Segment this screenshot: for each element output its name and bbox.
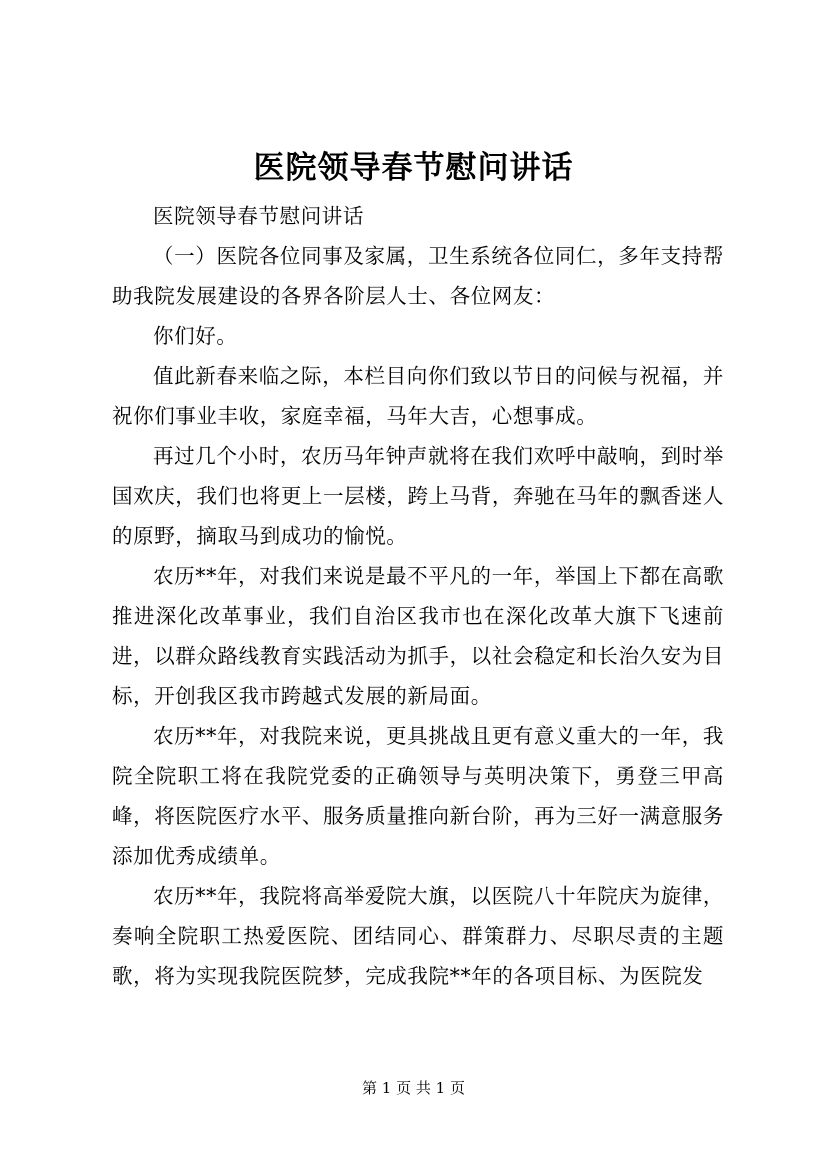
- document-title: 医院领导春节慰问讲话: [253, 150, 574, 186]
- paragraph-review-hospital: 农历**年，对我院来说，更具挑战且更有意义重大的一年，我院全院职工将在我院党委的正确领导与英明决策下，勇登三甲高峰，将医院医疗水平、服务质量推向新台阶，再为三好一满意服务添加优秀成绩单。: [112, 724, 724, 868]
- document-body: [112, 196, 724, 996]
- page-number-footer: 第 1 页 共 1 页: [362, 1079, 465, 1097]
- paragraph-blessing: 值此新春来临之际，本栏目向你们致以节日的问候与祝福，并祝你们事业丰收，家庭幸福，马年大吉，心想事成。: [112, 364, 724, 428]
- paragraph-greeting: 你们好。: [153, 324, 238, 348]
- paragraph-outlook: 农历**年，我院将高举爱院大旗，以医院八十年院庆为旋律，奏响全院职工热爱医院、团结同心、群策群力、尽职尽责的主题歌，将为实现我院医院梦，完成我院**年的各项目标、为医院发: [112, 884, 724, 988]
- paragraph-review-city: 农历**年，对我们来说是最不平凡的一年，举国上下都在高歌推进深化改革事业，我们自治区我市也在深化改革大旗下飞速前进，以群众路线教育实践活动为抓手，以社会稳定和长治久安为目标，开创我区我市跨越式发展的新局面。: [112, 564, 724, 708]
- paragraph-heading: 医院领导春节慰问讲话: [153, 204, 364, 228]
- paragraph-new-year: 再过几个小时，农历马年钟声就将在我们欢呼中敲响，到时举国欢庆，我们也将更上一层楼，跨上马背，奔驰在马年的飘香迷人的原野，摘取马到成功的愉悦。: [112, 444, 724, 548]
- paragraph-salutation: （一）医院各位同事及家属，卫生系统各位同仁，多年支持帮助我院发展建设的各界各阶层人士、各位网友：: [112, 244, 724, 308]
